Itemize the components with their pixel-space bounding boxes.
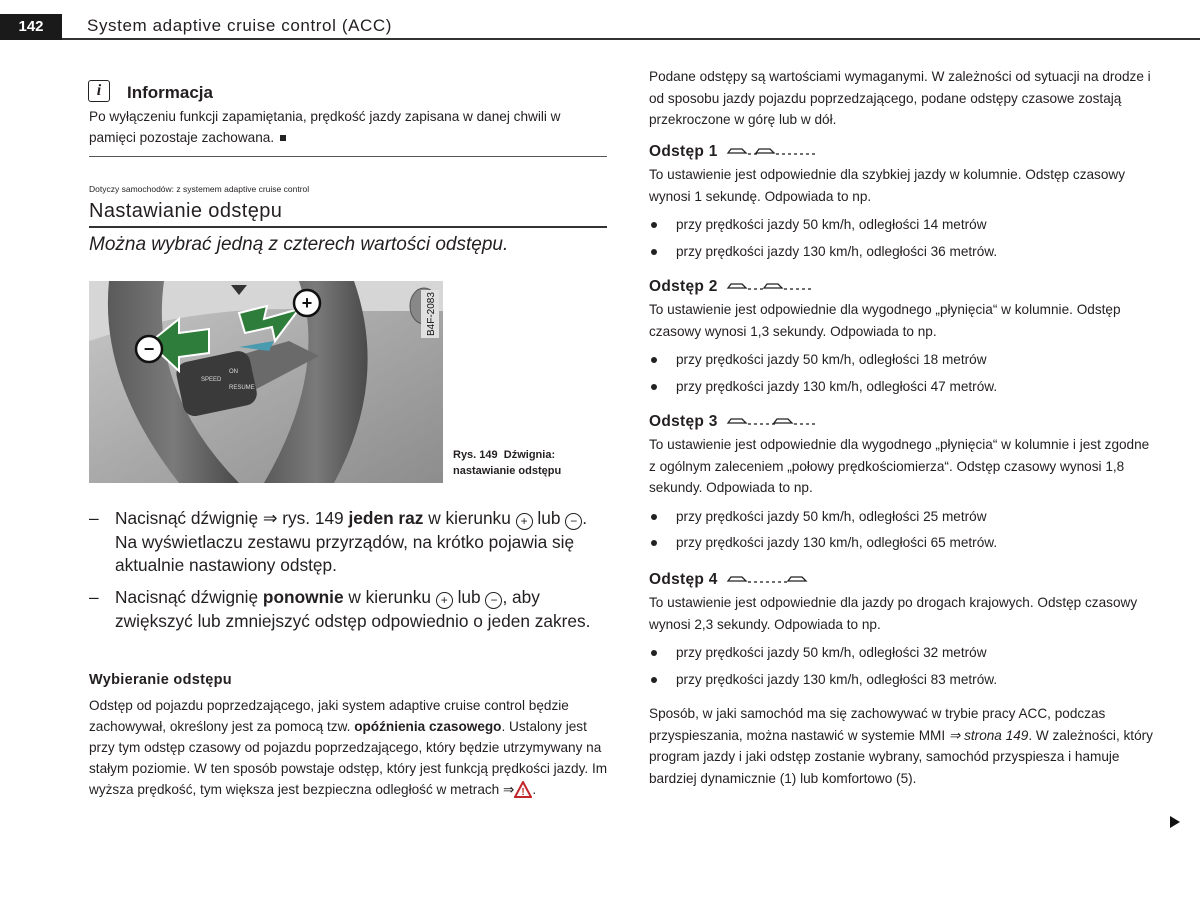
step-2: – Nacisnąć dźwignię ponownie w kierunku + lub − , aby zwiększyć lub zmniejszyć odstęp odpowiednio o jeden zakres. — [89, 587, 591, 631]
wybieranie-title: Wybieranie odstępu — [89, 672, 232, 688]
level-title: Odstęp 2 — [649, 278, 826, 296]
bullet-icon — [651, 514, 657, 520]
level-description: To ustawienie jest odpowiednie dla szybkiej jazdy w kolumnie. Odstęp czasowy wynosi 1 sekundę. Odpowiada to np. — [649, 167, 1126, 204]
outro-text: Sposób, w jaki samochód ma się zachowywać w trybie pracy ACC, podczas przyspieszania, można nastawić w systemie MMI ⇒ strona 149. W zależności, który program jazdy i jaki odstęp zostanie wybrany, samochód przyspiesza i hamuje bardziej dynamicznie (1) lub komfortowo (5). — [649, 706, 1153, 786]
distance-symbol-icon — [726, 278, 826, 292]
page-link[interactable]: ⇒ strona 149 — [948, 727, 1029, 743]
level-title: Odstęp 3 — [649, 413, 826, 431]
svg-text:ON: ON — [229, 369, 238, 375]
caption-ref: Rys. 149 — [453, 449, 498, 461]
level-description: To ustawienie jest odpowiednie dla wygodnego „płynięcia“ w kolumnie. Odstęp czasowy wynosi 1,3 sekundy. Odpowiada to np. — [649, 302, 1121, 339]
figure-code-text: B4F-2083 — [426, 292, 437, 336]
info-title: Informacja — [127, 83, 213, 102]
info-text — [89, 106, 609, 148]
bullet-icon — [651, 384, 657, 390]
header-rule — [62, 38, 1200, 40]
bullet-icon — [651, 540, 657, 546]
section-title: Nastawianie odstępu — [89, 200, 283, 222]
bullet-icon — [651, 650, 657, 656]
figure-code — [421, 290, 439, 338]
minus-circle-icon: − — [565, 513, 582, 530]
list-item: przy prędkości jazdy 50 km/h, odległości 14 metrów — [651, 214, 1156, 236]
step-1: – Nacisnąć dźwignię ⇒ rys. 149 jeden raz w kierunku + lub − . Na wyświetlaczu zestawu przyrządów, na krótko pojawia się aktualnie nastawiony odstęp. — [89, 508, 588, 575]
acc-lever-figure — [89, 281, 443, 483]
bullet-icon — [651, 357, 657, 363]
plus-circle-icon: + — [516, 513, 533, 530]
minus-label: − — [143, 339, 155, 359]
level-title: Odstęp 1 — [649, 143, 826, 161]
level-description: To ustawienie jest odpowiednie dla jazdy po drogach krajowych. Odstęp czasowy wynosi 2,3 sekundy. Odpowiada to np. — [649, 595, 1138, 632]
plus-label: + — [301, 293, 313, 313]
list-item: przy prędkości jazdy 50 km/h, odległości 32 metrów — [651, 642, 1156, 664]
list-item: przy prędkości jazdy 50 km/h, odległości 25 metrów — [651, 506, 1156, 528]
bullet-icon — [651, 249, 657, 255]
info-icon: i — [88, 80, 110, 102]
figure-caption — [453, 447, 603, 479]
minus-circle-icon: − — [485, 592, 502, 609]
running-head: System adaptive cruise control (ACC) — [87, 16, 393, 35]
next-page-arrow-icon — [1169, 815, 1181, 829]
list-item: przy prędkości jazdy 130 km/h, odległości 36 metrów. — [651, 241, 1156, 263]
distance-symbol-icon — [726, 571, 826, 585]
distance-symbol-icon — [726, 143, 826, 157]
list-item: przy prędkości jazdy 130 km/h, odległości 65 metrów. — [651, 532, 1156, 554]
plus-circle-icon: + — [436, 592, 453, 609]
step-dash: – — [89, 587, 99, 607]
wybieranie-text: Odstęp od pojazdu poprzedzającego, jaki system adaptive cruise control będzie zachowywał, określony jest za pomocą tzw. opóźnienia czasowego. Ustalony jest przy tym odstęp czasowy od pojazdu poprzedzającego, który będzie utrzymywany na stałym poziomie. W ten sposób powstaje odstęp, który jest funkcją prędkości jazdy. Im wyższa prędkość, tym większa jest bezpieczna odległość w metrach ⇒ ! . — [89, 698, 608, 798]
svg-text:RESUME: RESUME — [229, 385, 255, 391]
distance-symbol-icon — [726, 413, 826, 427]
warning-triangle-icon — [514, 781, 532, 798]
breadcrumb: Dotyczy samochodów: z systemem adaptive cruise control — [89, 184, 310, 194]
bullet-icon — [651, 222, 657, 228]
svg-text:SPEED: SPEED — [201, 377, 222, 383]
step-dash: – — [89, 508, 99, 528]
section-rule — [89, 226, 607, 228]
section-subtitle: Można wybrać jedną z czterech wartości odstępu. — [89, 234, 509, 255]
end-square-icon — [280, 135, 286, 141]
info-rule — [89, 156, 607, 157]
list-item: przy prędkości jazdy 130 km/h, odległości 83 metrów. — [651, 669, 1156, 691]
intro-text: Podane odstępy są wartościami wymaganymi. W zależności od sytuacji na drodze i od sposobu jazdy pojazdu poprzedzającego, podane odstępy czasowe zostają przekroczone w górę lub w dół. — [649, 69, 1151, 127]
list-item: przy prędkości jazdy 50 km/h, odległości 18 metrów — [651, 349, 1156, 371]
info-text-content: Po wyłączeniu funkcji zapamiętania, prędkość jazdy zapisana w danej chwili w pamięci pozostaje zachowana. — [89, 109, 561, 145]
level-description: To ustawienie jest odpowiednie dla wygodnego „płynięcia“ w kolumnie i jest zgodne z ogólnym zaleceniem „połowy prędkościomierza“. Odstęp czasowy wynosi 1,8 sekundy. Odpowiada to np. — [649, 437, 1150, 495]
svg-text:!: ! — [521, 787, 526, 798]
bullet-icon — [651, 677, 657, 683]
caption-text: Dźwignia: nastawianie odstępu — [453, 449, 562, 477]
level-title: Odstęp 4 — [649, 571, 826, 589]
page-number: 142 — [0, 14, 62, 40]
list-item: przy prędkości jazdy 130 km/h, odległości 47 metrów. — [651, 376, 1156, 398]
